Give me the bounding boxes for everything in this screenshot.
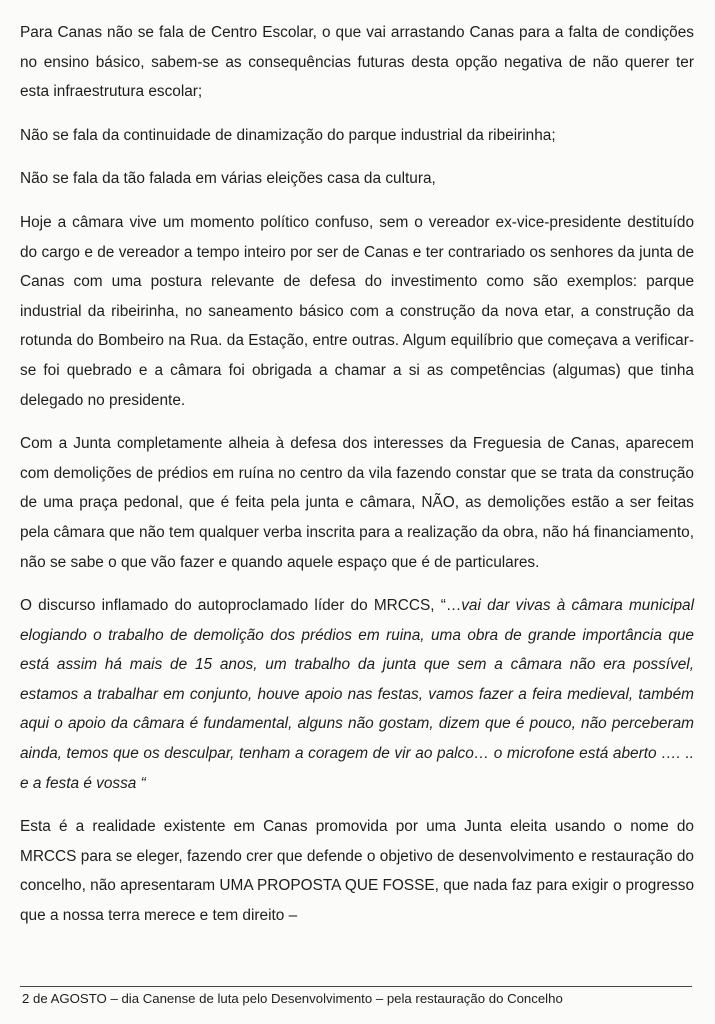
paragraph-casa-da-cultura: Não se fala da tão falada em várias eleições casa da cultura, [20, 170, 436, 188]
discurso-quote: vai dar vivas à câmara municipal elogiando o trabalho de demolição dos prédios em ruina, uma obra de grande importância que está assim há mais de 15 anos, um trabalho da junta que sem a câmara não era possível, estamos a trabalhar em conjunto, houve apoio nas festas, vamos fazer a feira medieval, também aqui o apoio da câmara é fundamental, alguns não gostam, dizem que é pouco, não perceberam ainda, temos que os desculpar, tenham a coragem de vir ao palco… o microfone está aberto …. .. e a festa é vossa “ [20, 597, 694, 792]
paragraph-demolicoes: Com a Junta completamente alheia à defesa dos interesses da Freguesia de Canas, aparecem com demolições de prédios em ruína no centro da vila fazendo constar que se trata da construção de uma praça pedonal, que é feita pela junta e câmara, NÃO, as demolições estão a ser feitas pela câmara que não tem qualquer verba inscrita para a realização da obra, não há financiamento, não se sabe o que vão fazer e quando aquele espaço que é de particulares. [20, 435, 694, 571]
paragraph-centro-escolar: Para Canas não se fala de Centro Escolar, o que vai arrastando Canas para a falta de condições no ensino básico, sabem-se as consequências futuras desta opção negativa de não querer ter esta infraestrutura escolar; [20, 24, 694, 101]
paragraph-parque-industrial: Não se fala da continuidade de dinamização do parque industrial da ribeirinha; [20, 126, 556, 144]
paragraph-camara-politica: Hoje a câmara vive um momento político confuso, sem o vereador ex-vice-presidente destituído do cargo e de vereador a tempo inteiro por ser de Canas e ter contrariado os senhores da junta de Canas com uma postura relevante de defesa do investimento como são exemplos: parque industrial da ribeirinha, no saneamento básico com a construção da nova etar, a construção da rotunda do Bombeiro na Rua. da Estação, entre outras. Algum equilíbrio que começava a verificar-se foi quebrado e a câmara foi obrigada a chamar a si as competências (algumas) que tinha delegado no presidente. [20, 213, 694, 409]
paragraph-discurso [20, 591, 694, 798]
document-body [20, 18, 694, 945]
paragraph-realidade: Esta é a realidade existente em Canas promovida por uma Junta eleita usando o nome do MRCCS para se eleger, fazendo crer que defende o objetivo de desenvolvimento e restauração do concelho, não apresentaram UMA PROPOSTA QUE FOSSE, que nada faz para exigir o progresso que a nossa terra merece e tem direito – [20, 818, 694, 925]
footer-divider [20, 986, 692, 987]
footer-text: 2 de AGOSTO – dia Canense de luta pelo Desenvolvimento – pela restauração do Concelho [22, 991, 563, 1006]
discurso-intro: O discurso inflamado do autoproclamado líder do MRCCS, “… [20, 597, 462, 615]
